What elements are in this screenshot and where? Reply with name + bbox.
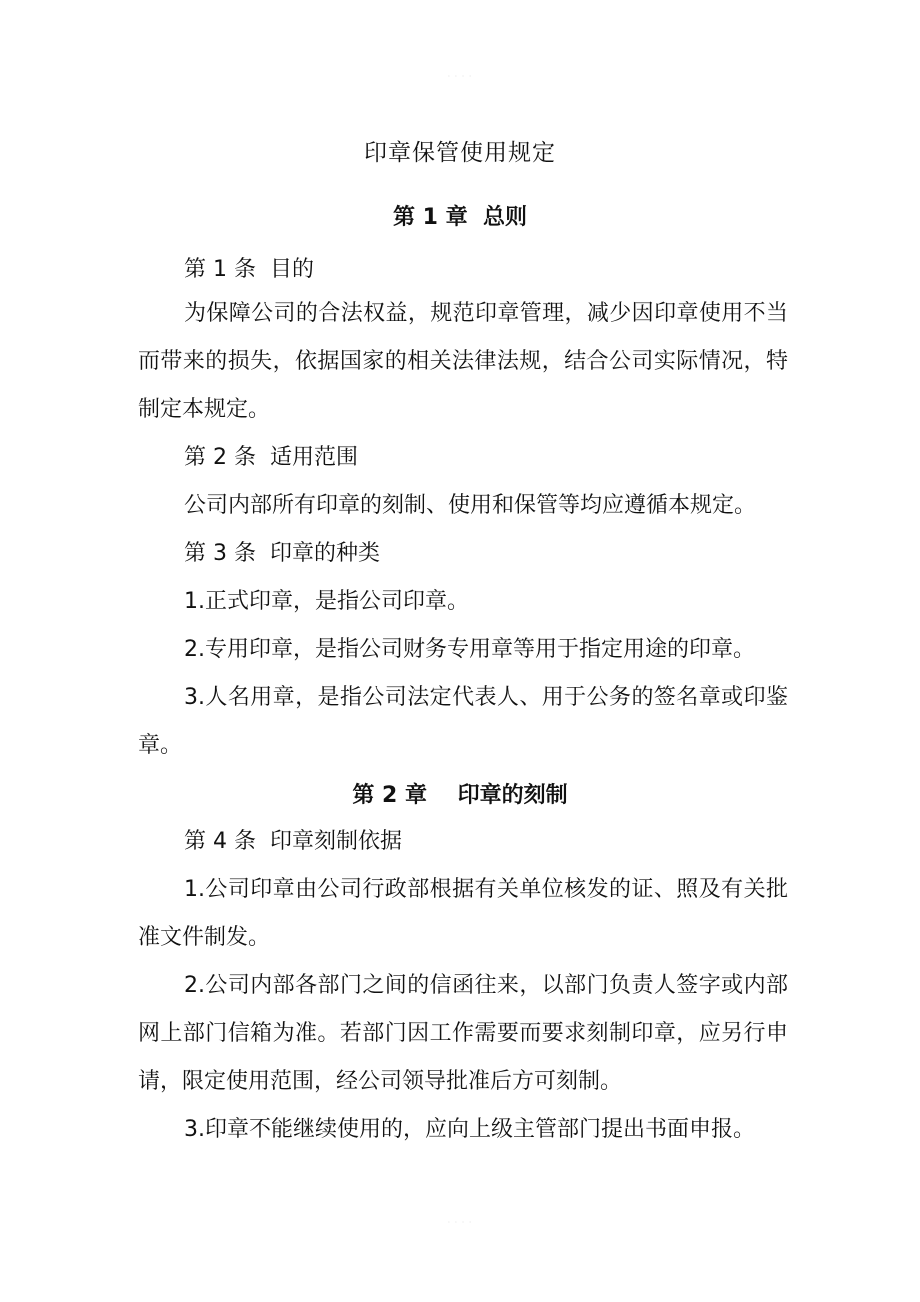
chapter-2-heading: 第 2 章 印章的刻制 (352, 783, 568, 808)
header-marker: · · · · (447, 72, 473, 81)
article-1-heading: 第 1 条 目的 (184, 257, 314, 282)
footer-marker: · · · · (447, 1218, 473, 1227)
article-4-item-3: 3.印章不能继续使用的，应向上级主管部门提出书面申报。 (184, 1117, 755, 1142)
article-2-heading: 第 2 条 适用范围 (184, 445, 358, 470)
article-4-item-2: 2.公司内部各部门之间的信函往来，以部门负责人签字或内部网上部门信箱为准。若部门因工作需要而要求刻制印章，应另行申请，限定使用范围，经公司领导批准后方可刻制。 (138, 973, 788, 1094)
article-1-text: 为保障公司的合法权益，规范印章管理，减少因印章使用不当而带来的损失，依据国家的相关法律法规，结合公司实际情况，特制定本规定。 (138, 301, 788, 422)
article-4-heading: 第 4 条 印章刻制依据 (184, 829, 402, 854)
chapter-1-heading: 第 1 章 总则 (393, 205, 527, 230)
article-3-item-3: 3.人名用章，是指公司法定代表人、用于公务的签名章或印鉴章。 (138, 685, 788, 758)
document-title: 印章保管使用规定 (364, 140, 556, 166)
article-2-text: 公司内部所有印章的刻制、使用和保管等均应遵循本规定。 (184, 493, 757, 518)
article-3-item-2: 2.专用印章，是指公司财务专用章等用于指定用途的印章。 (184, 637, 755, 662)
article-3-heading: 第 3 条 印章的种类 (184, 541, 380, 566)
article-3-item-1: 1.正式印章，是指公司印章。 (184, 589, 469, 614)
article-4-item-1: 1.公司印章由公司行政部根据有关单位核发的证、照及有关批准文件制发。 (138, 877, 788, 950)
